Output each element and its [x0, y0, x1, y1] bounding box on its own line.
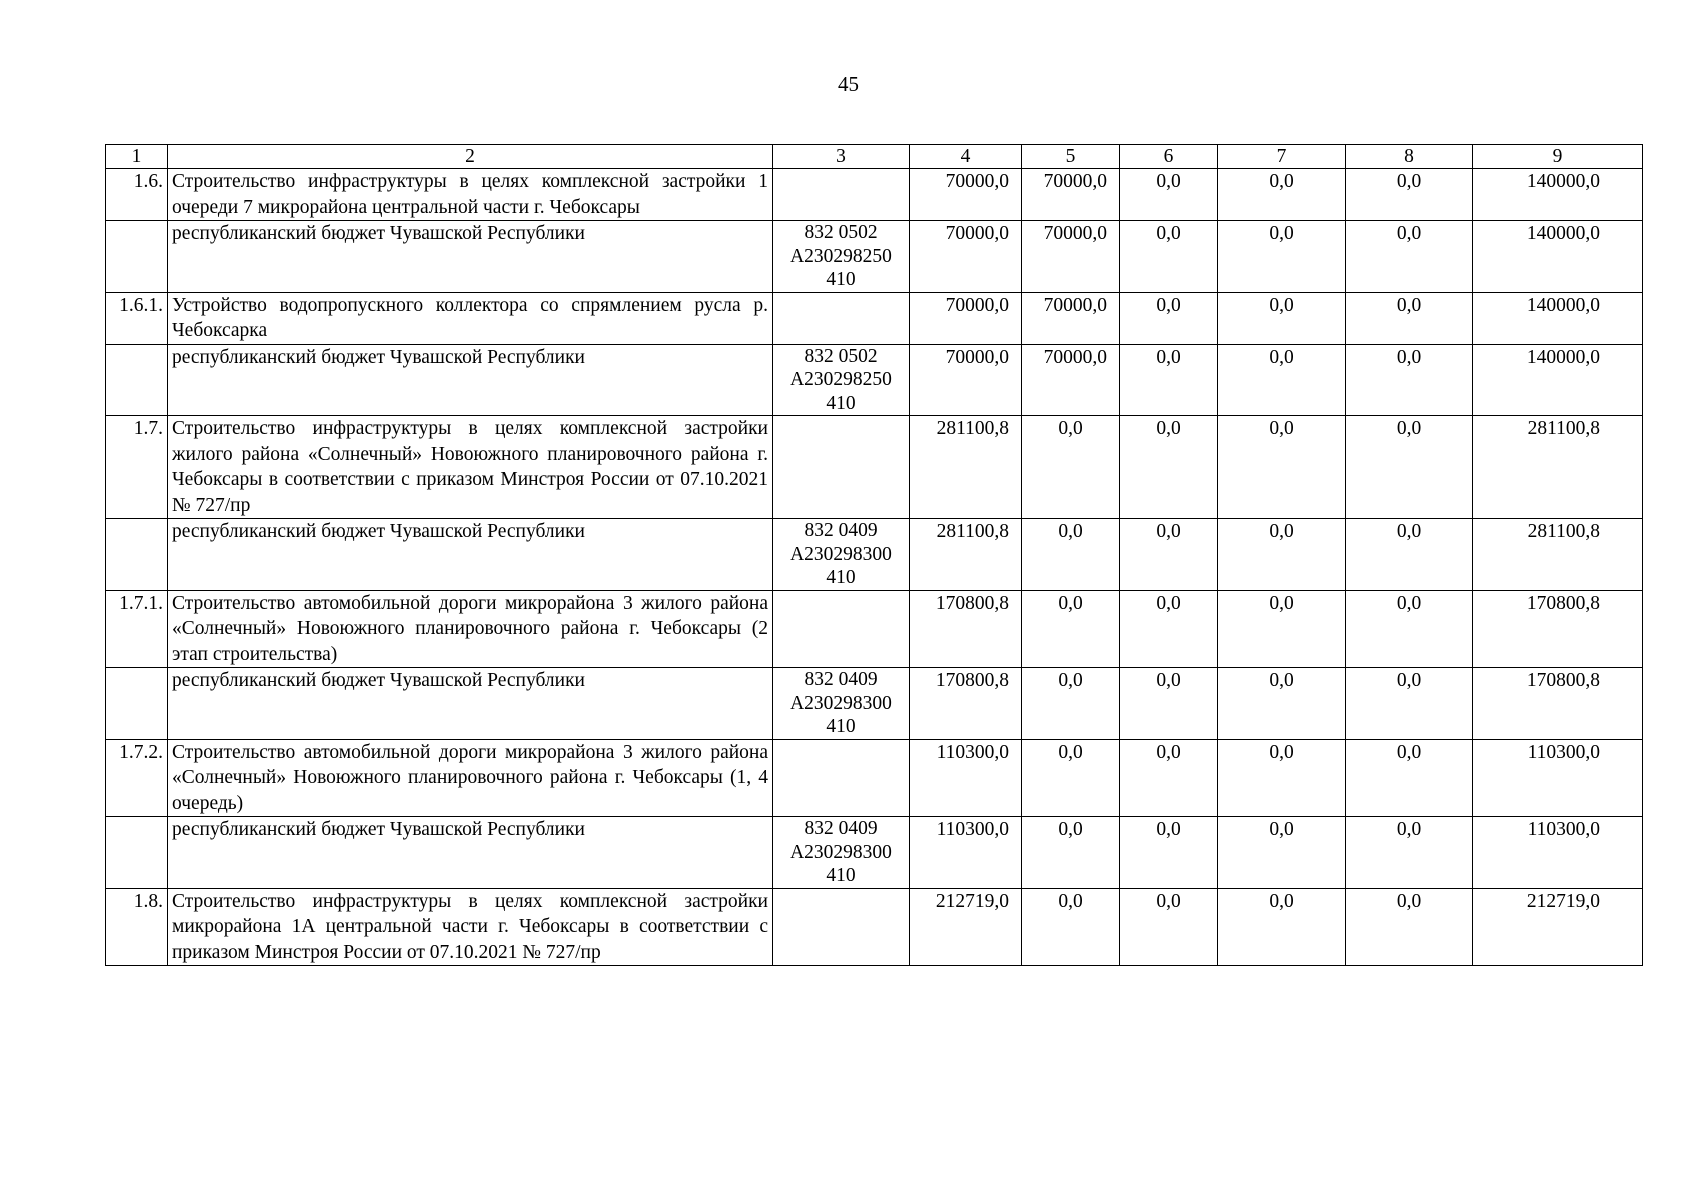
value-cell-col6: 0,0	[1120, 169, 1218, 221]
row-name-cell: республиканский бюджет Чувашской Республики	[168, 817, 773, 889]
column-header: 2	[168, 145, 773, 169]
value-cell-col4: 70000,0	[910, 221, 1022, 293]
table-row	[106, 668, 1643, 740]
row-number-cell	[106, 668, 168, 740]
table-row	[106, 344, 1643, 416]
value-cell-col7: 0,0	[1218, 888, 1346, 966]
value-cell-col8: 0,0	[1346, 668, 1473, 740]
row-number-cell: 1.7.2.	[106, 739, 168, 817]
column-header: 9	[1473, 145, 1643, 169]
column-header: 4	[910, 145, 1022, 169]
budget-code-cell	[773, 292, 910, 344]
table-row	[106, 416, 1643, 519]
value-cell-col9: 140000,0	[1473, 344, 1643, 416]
value-cell-col7: 0,0	[1218, 817, 1346, 889]
value-cell-col6: 0,0	[1120, 817, 1218, 889]
value-cell-col6: 0,0	[1120, 344, 1218, 416]
table-row	[106, 221, 1643, 293]
value-cell-col4: 170800,8	[910, 590, 1022, 668]
row-number-cell	[106, 817, 168, 889]
value-cell-col8: 0,0	[1346, 590, 1473, 668]
value-cell-col9: 281100,8	[1473, 519, 1643, 591]
row-name-cell: Строительство автомобильной дороги микрорайона 3 жилого района «Солнечный» Новоюжного планировочного района г. Чебоксары (2 этап строительства)	[168, 590, 773, 668]
value-cell-col5: 0,0	[1022, 817, 1120, 889]
value-cell-col9: 110300,0	[1473, 817, 1643, 889]
value-cell-col4: 212719,0	[910, 888, 1022, 966]
value-cell-col9: 110300,0	[1473, 739, 1643, 817]
value-cell-col9: 212719,0	[1473, 888, 1643, 966]
table-row	[106, 590, 1643, 668]
value-cell-col4: 281100,8	[910, 416, 1022, 519]
row-name-cell: Устройство водопропускного коллектора со спрямлением русла р. Чебоксарка	[168, 292, 773, 344]
value-cell-col8: 0,0	[1346, 344, 1473, 416]
column-header: 8	[1346, 145, 1473, 169]
value-cell-col5: 70000,0	[1022, 221, 1120, 293]
value-cell-col4: 110300,0	[910, 817, 1022, 889]
value-cell-col6: 0,0	[1120, 668, 1218, 740]
row-name-cell: республиканский бюджет Чувашской Республики	[168, 344, 773, 416]
column-header: 3	[773, 145, 910, 169]
row-number-cell	[106, 519, 168, 591]
budget-code-cell	[773, 739, 910, 817]
value-cell-col7: 0,0	[1218, 590, 1346, 668]
value-cell-col5: 0,0	[1022, 416, 1120, 519]
column-header: 1	[106, 145, 168, 169]
row-number-cell: 1.7.	[106, 416, 168, 519]
value-cell-col4: 70000,0	[910, 169, 1022, 221]
budget-code-cell: 832 0409 А230298300 410	[773, 817, 910, 889]
budget-code-cell: 832 0502 А230298250 410	[773, 344, 910, 416]
column-header: 7	[1218, 145, 1346, 169]
value-cell-col5: 0,0	[1022, 888, 1120, 966]
value-cell-col9: 281100,8	[1473, 416, 1643, 519]
value-cell-col4: 170800,8	[910, 668, 1022, 740]
row-name-cell: Строительство инфраструктуры в целях комплексной застройки жилого района «Солнечный» Новоюжного планировочного района г. Чебоксары в соответствии с приказом Минстроя России от 07.10.2021 № 727/пр	[168, 416, 773, 519]
budget-table	[105, 144, 1643, 966]
row-number-cell	[106, 221, 168, 293]
value-cell-col4: 70000,0	[910, 292, 1022, 344]
value-cell-col9: 170800,8	[1473, 590, 1643, 668]
row-number-cell: 1.6.1.	[106, 292, 168, 344]
table-body	[106, 145, 1643, 966]
value-cell-col6: 0,0	[1120, 888, 1218, 966]
row-number-cell	[106, 344, 168, 416]
value-cell-col7: 0,0	[1218, 739, 1346, 817]
value-cell-col7: 0,0	[1218, 169, 1346, 221]
table-row	[106, 739, 1643, 817]
row-name-cell: республиканский бюджет Чувашской Республики	[168, 519, 773, 591]
value-cell-col5: 0,0	[1022, 668, 1120, 740]
value-cell-col6: 0,0	[1120, 739, 1218, 817]
budget-code-cell	[773, 169, 910, 221]
value-cell-col8: 0,0	[1346, 169, 1473, 221]
value-cell-col5: 70000,0	[1022, 344, 1120, 416]
row-name-cell: республиканский бюджет Чувашской Республики	[168, 221, 773, 293]
value-cell-col5: 70000,0	[1022, 292, 1120, 344]
value-cell-col4: 70000,0	[910, 344, 1022, 416]
value-cell-col7: 0,0	[1218, 292, 1346, 344]
value-cell-col5: 70000,0	[1022, 169, 1120, 221]
budget-code-cell	[773, 590, 910, 668]
table-row	[106, 519, 1643, 591]
value-cell-col4: 110300,0	[910, 739, 1022, 817]
row-name-cell: Строительство инфраструктуры в целях комплексной застройки микрорайона 1А центральной части г. Чебоксары в соответствии с приказом Минстроя России от 07.10.2021 № 727/пр	[168, 888, 773, 966]
table-row	[106, 817, 1643, 889]
value-cell-col7: 0,0	[1218, 668, 1346, 740]
column-header: 5	[1022, 145, 1120, 169]
value-cell-col8: 0,0	[1346, 739, 1473, 817]
budget-code-cell	[773, 888, 910, 966]
value-cell-col8: 0,0	[1346, 817, 1473, 889]
row-name-cell: республиканский бюджет Чувашской Республики	[168, 668, 773, 740]
budget-code-cell: 832 0409 А230298300 410	[773, 519, 910, 591]
page-number: 45	[838, 72, 859, 96]
table-row	[106, 292, 1643, 344]
budget-code-cell	[773, 416, 910, 519]
row-number-cell: 1.7.1.	[106, 590, 168, 668]
value-cell-col6: 0,0	[1120, 519, 1218, 591]
value-cell-col7: 0,0	[1218, 519, 1346, 591]
value-cell-col9: 140000,0	[1473, 221, 1643, 293]
value-cell-col8: 0,0	[1346, 519, 1473, 591]
value-cell-col8: 0,0	[1346, 888, 1473, 966]
value-cell-col8: 0,0	[1346, 221, 1473, 293]
value-cell-col6: 0,0	[1120, 416, 1218, 519]
value-cell-col6: 0,0	[1120, 590, 1218, 668]
row-name-cell: Строительство инфраструктуры в целях комплексной застройки 1 очереди 7 микрорайона центральной части г. Чебоксары	[168, 169, 773, 221]
row-number-cell: 1.6.	[106, 169, 168, 221]
value-cell-col9: 140000,0	[1473, 292, 1643, 344]
table-row	[106, 888, 1643, 966]
value-cell-col4: 281100,8	[910, 519, 1022, 591]
column-header-row	[106, 145, 1643, 169]
value-cell-col9: 140000,0	[1473, 169, 1643, 221]
budget-code-cell: 832 0502 А230298250 410	[773, 221, 910, 293]
value-cell-col6: 0,0	[1120, 292, 1218, 344]
row-name-cell: Строительство автомобильной дороги микрорайона 3 жилого района «Солнечный» Новоюжного планировочного района г. Чебоксары (1, 4 очередь)	[168, 739, 773, 817]
budget-code-cell: 832 0409 А230298300 410	[773, 668, 910, 740]
row-number-cell: 1.8.	[106, 888, 168, 966]
value-cell-col9: 170800,8	[1473, 668, 1643, 740]
value-cell-col5: 0,0	[1022, 519, 1120, 591]
value-cell-col7: 0,0	[1218, 221, 1346, 293]
value-cell-col5: 0,0	[1022, 590, 1120, 668]
value-cell-col8: 0,0	[1346, 292, 1473, 344]
value-cell-col5: 0,0	[1022, 739, 1120, 817]
table-row	[106, 169, 1643, 221]
value-cell-col8: 0,0	[1346, 416, 1473, 519]
value-cell-col7: 0,0	[1218, 344, 1346, 416]
value-cell-col7: 0,0	[1218, 416, 1346, 519]
column-header: 6	[1120, 145, 1218, 169]
value-cell-col6: 0,0	[1120, 221, 1218, 293]
